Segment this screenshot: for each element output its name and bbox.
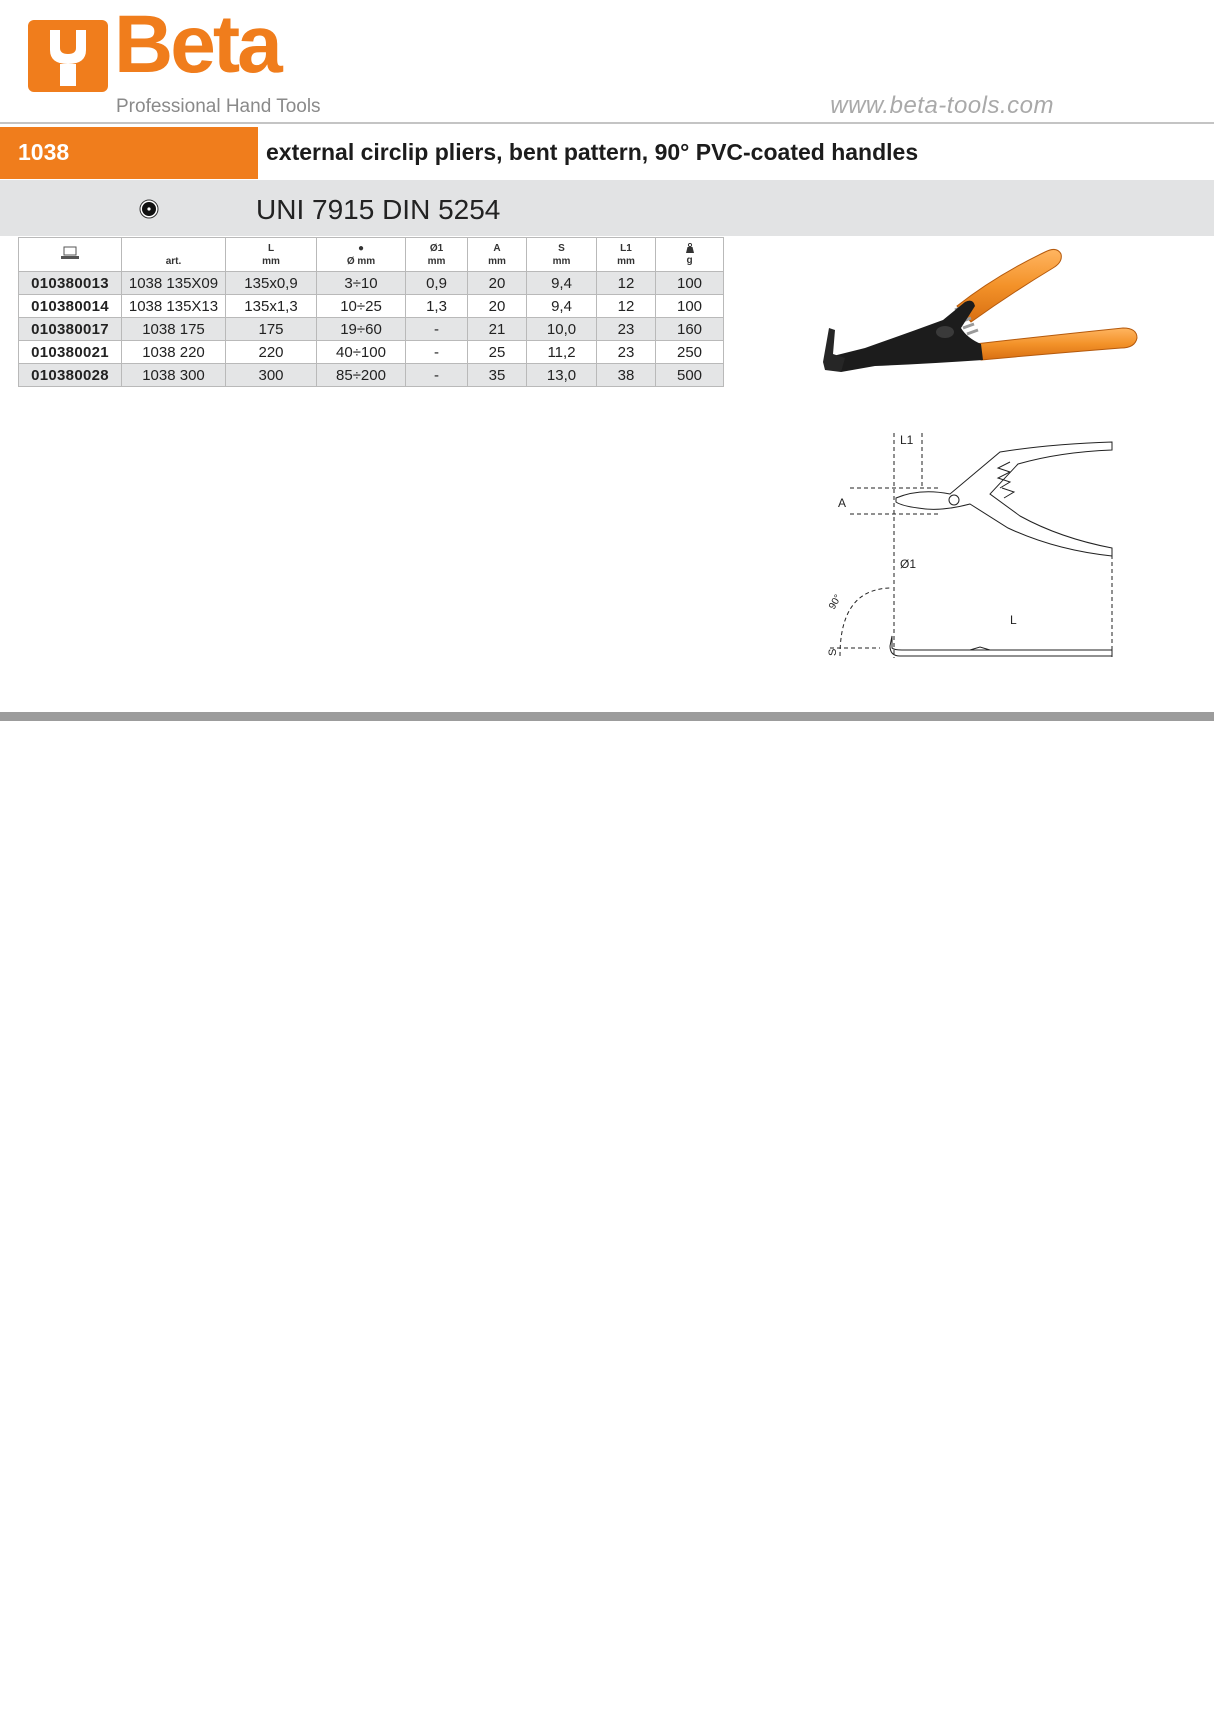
cell-art: 1038 300: [122, 364, 226, 387]
col-header-s: S mm: [527, 238, 597, 272]
table-row: [19, 341, 724, 364]
product-code-box: [0, 127, 258, 179]
header-divider: [0, 122, 1214, 124]
standard-text: UNI 7915 DIN 5254: [256, 194, 501, 225]
col-header-a: A mm: [468, 238, 527, 272]
standard-band: [0, 180, 1214, 236]
cell-l1: 38: [597, 364, 656, 387]
cell-art: 1038 175: [122, 318, 226, 341]
cell-weight: 250: [656, 341, 724, 364]
cell-art: 1038 135X09: [122, 272, 226, 295]
cell-a: 25: [468, 341, 527, 364]
cell-code: 010380013: [19, 272, 122, 295]
cell-diameter: 19÷60: [317, 318, 406, 341]
cell-d1: -: [406, 318, 468, 341]
cell-a: 35: [468, 364, 527, 387]
circlip-icon: [139, 199, 159, 219]
cell-code: 010380014: [19, 295, 122, 318]
cell-l: 220: [226, 341, 317, 364]
cell-s: 9,4: [527, 272, 597, 295]
spec-table: [18, 237, 724, 387]
table-row: [19, 364, 724, 387]
cell-l: 175: [226, 318, 317, 341]
pliers-photo: [805, 236, 1145, 396]
cell-l1: 23: [597, 318, 656, 341]
brand-tagline: Professional Hand Tools: [116, 96, 321, 117]
product-title: external circlip pliers, bent pattern, 90° PVC-coated handles: [266, 139, 919, 165]
label-s: S: [827, 648, 839, 656]
cell-d1: 1,3: [406, 295, 468, 318]
code-icon: [61, 246, 79, 260]
cell-a: 20: [468, 272, 527, 295]
cell-code: 010380021: [19, 341, 122, 364]
col-header-l: L mm: [226, 238, 317, 272]
cell-l1: 12: [597, 272, 656, 295]
cell-code: 010380017: [19, 318, 122, 341]
col-header-art: art.: [122, 238, 226, 272]
site-url[interactable]: www.beta-tools.com: [830, 92, 1054, 119]
cell-l1: 23: [597, 341, 656, 364]
cell-diameter: 10÷25: [317, 295, 406, 318]
cell-weight: 160: [656, 318, 724, 341]
cell-s: 9,4: [527, 295, 597, 318]
label-l1: L1: [900, 433, 914, 447]
col-header-l1: L1 mm: [597, 238, 656, 272]
cell-art: 1038 135X13: [122, 295, 226, 318]
cell-diameter: 85÷200: [317, 364, 406, 387]
cell-l: 300: [226, 364, 317, 387]
cell-diameter: 40÷100: [317, 341, 406, 364]
cell-weight: 100: [656, 295, 724, 318]
cell-code: 010380028: [19, 364, 122, 387]
table-header-row: [19, 238, 724, 272]
label-a: A: [838, 496, 847, 510]
col-header-code: [19, 238, 122, 272]
table-row: [19, 295, 724, 318]
wrench-logo-icon: [28, 20, 108, 92]
cell-s: 13,0: [527, 364, 597, 387]
col-header-weight: g: [656, 238, 724, 272]
table-row: [19, 272, 724, 295]
footer-divider: [0, 712, 1214, 721]
technical-drawing: [820, 428, 1120, 668]
col-header-d1: Ø1 mm: [406, 238, 468, 272]
label-l: L: [1010, 613, 1017, 627]
label-angle: 90°: [827, 592, 845, 612]
cell-a: 21: [468, 318, 527, 341]
label-d1: Ø1: [900, 557, 917, 571]
cell-d1: -: [406, 364, 468, 387]
cell-s: 11,2: [527, 341, 597, 364]
cell-l: 135x0,9: [226, 272, 317, 295]
cell-diameter: 3÷10: [317, 272, 406, 295]
brand-wordmark: Beta: [114, 0, 280, 90]
cell-s: 10,0: [527, 318, 597, 341]
cell-l: 135x1,3: [226, 295, 317, 318]
cell-weight: 100: [656, 272, 724, 295]
cell-a: 20: [468, 295, 527, 318]
table-row: [19, 318, 724, 341]
weight-icon: [685, 243, 695, 254]
beta-logo: [28, 0, 348, 118]
col-header-diameter: ● Ø mm: [317, 238, 406, 272]
cell-d1: -: [406, 341, 468, 364]
cell-d1: 0,9: [406, 272, 468, 295]
cell-weight: 500: [656, 364, 724, 387]
cell-art: 1038 220: [122, 341, 226, 364]
product-code: 1038: [18, 139, 70, 165]
cell-l1: 12: [597, 295, 656, 318]
